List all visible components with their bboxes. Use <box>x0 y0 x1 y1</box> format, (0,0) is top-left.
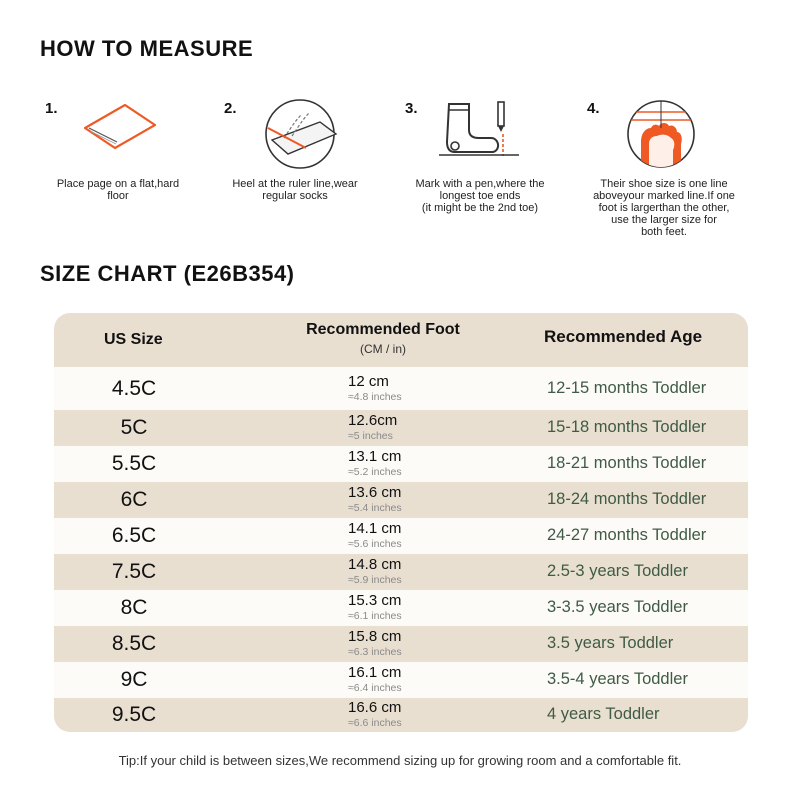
table-row <box>54 590 748 626</box>
foot-cm-cell: 15.3 cm <box>348 592 402 609</box>
foot-inch-cell: ≈6.3 inches <box>348 646 402 658</box>
foot-cm-cell: 12 cm <box>348 373 389 390</box>
foot-inch-cell: ≈5.4 inches <box>348 502 402 514</box>
step-caption-line: use the larger size for <box>611 214 717 226</box>
table-row <box>54 698 748 732</box>
age-cell: 24-27 months Toddler <box>547 526 707 544</box>
heel-at-ruler-icon <box>262 98 342 172</box>
size-chart-title: SIZE CHART (E26B354) <box>40 261 295 286</box>
foot-inch-cell: ≈4.8 inches <box>348 391 402 403</box>
sizing-tip: Tip:If your child is between sizes,We recommend sizing up for growing room and a comfortable fit. <box>118 753 682 768</box>
header-recommended-age: Recommended Age <box>544 327 703 346</box>
foot-cm-cell: 13.6 cm <box>348 484 402 501</box>
step-number: 4. <box>587 100 600 117</box>
foot-inch-cell: ≈6.6 inches <box>348 717 402 729</box>
table-row <box>54 482 748 518</box>
foot-cm-cell: 16.6 cm <box>348 699 402 716</box>
table-row <box>54 410 748 446</box>
size-chart-table <box>54 313 748 732</box>
us-size-cell: 8.5C <box>111 632 157 655</box>
step-number: 1. <box>45 100 58 117</box>
header-us-size: US Size <box>104 331 163 348</box>
step-caption-line: both feet. <box>641 226 687 238</box>
table-row <box>54 367 748 410</box>
foot-cm-cell: 14.1 cm <box>348 520 402 537</box>
step-caption-line: Mark with a pen,where the <box>415 178 545 190</box>
age-cell: 3.5 years Toddler <box>547 634 674 652</box>
foot-cm-cell: 15.8 cm <box>348 628 402 645</box>
foot-inch-cell: ≈6.1 inches <box>348 610 402 622</box>
step-caption-line: Their shoe size is one line <box>600 178 728 190</box>
us-size-cell: 5C <box>120 416 148 439</box>
step-number: 2. <box>224 100 237 117</box>
us-size-cell: 4.5C <box>111 377 157 400</box>
step-caption-line: foot is largerthan the other, <box>598 202 730 214</box>
age-cell: 18-21 months Toddler <box>547 454 707 472</box>
table-row <box>54 626 748 662</box>
header-recommended-foot: Recommended Foot <box>306 321 460 338</box>
age-cell: 3.5-4 years Toddler <box>547 670 688 688</box>
step-caption-line: Place page on a flat,hard <box>56 178 180 190</box>
foot-inch-cell: ≈5.6 inches <box>348 538 402 550</box>
measure-title: HOW TO MEASURE <box>40 36 254 61</box>
us-size-cell: 7.5C <box>111 560 157 583</box>
us-size-cell: 6.5C <box>111 524 157 547</box>
foot-inch-cell: ≈5 inches <box>348 430 393 442</box>
step-caption-line: aboveyour marked line.If one <box>593 190 735 202</box>
foot-inch-cell: ≈5.9 inches <box>348 574 402 586</box>
us-size-cell: 6C <box>120 488 148 511</box>
us-size-cell: 9C <box>120 668 148 691</box>
step-number: 3. <box>405 100 418 117</box>
table-row <box>54 662 748 698</box>
foot-cm-cell: 12.6cm <box>348 412 398 429</box>
step-caption-line: longest toe ends <box>439 190 521 202</box>
table-row <box>54 518 748 554</box>
age-cell: 18-24 months Toddler <box>547 490 707 508</box>
paper-on-floor-icon <box>81 98 161 152</box>
foot-inch-cell: ≈5.2 inches <box>348 466 402 478</box>
table-row <box>54 446 748 482</box>
age-cell: 15-18 months Toddler <box>547 418 707 436</box>
step-caption-line: regular socks <box>262 190 328 202</box>
table-row <box>54 554 748 590</box>
us-size-cell: 8C <box>120 596 148 619</box>
header-foot-unit: (CM / in) <box>360 342 406 356</box>
step-caption-line: Heel at the ruler line,wear <box>232 178 358 190</box>
table-header <box>54 313 748 367</box>
step-caption-line: (it might be the 2nd toe) <box>421 202 539 214</box>
age-cell: 2.5-3 years Toddler <box>547 562 688 580</box>
us-size-cell: 9.5C <box>111 703 157 726</box>
step-caption-line: floor <box>107 190 129 202</box>
us-size-cell: 5.5C <box>111 452 157 475</box>
age-cell: 4 years Toddler <box>547 705 660 723</box>
foot-cm-cell: 16.1 cm <box>348 664 402 681</box>
foot-cm-cell: 14.8 cm <box>348 556 402 573</box>
foot-cm-cell: 13.1 cm <box>348 448 402 465</box>
foot-inch-cell: ≈6.4 inches <box>348 682 402 694</box>
foot-outline-icon <box>623 98 703 172</box>
age-cell: 3-3.5 years Toddler <box>547 598 688 616</box>
sock-and-pen-icon <box>439 98 519 158</box>
age-cell: 12-15 months Toddler <box>547 379 707 397</box>
